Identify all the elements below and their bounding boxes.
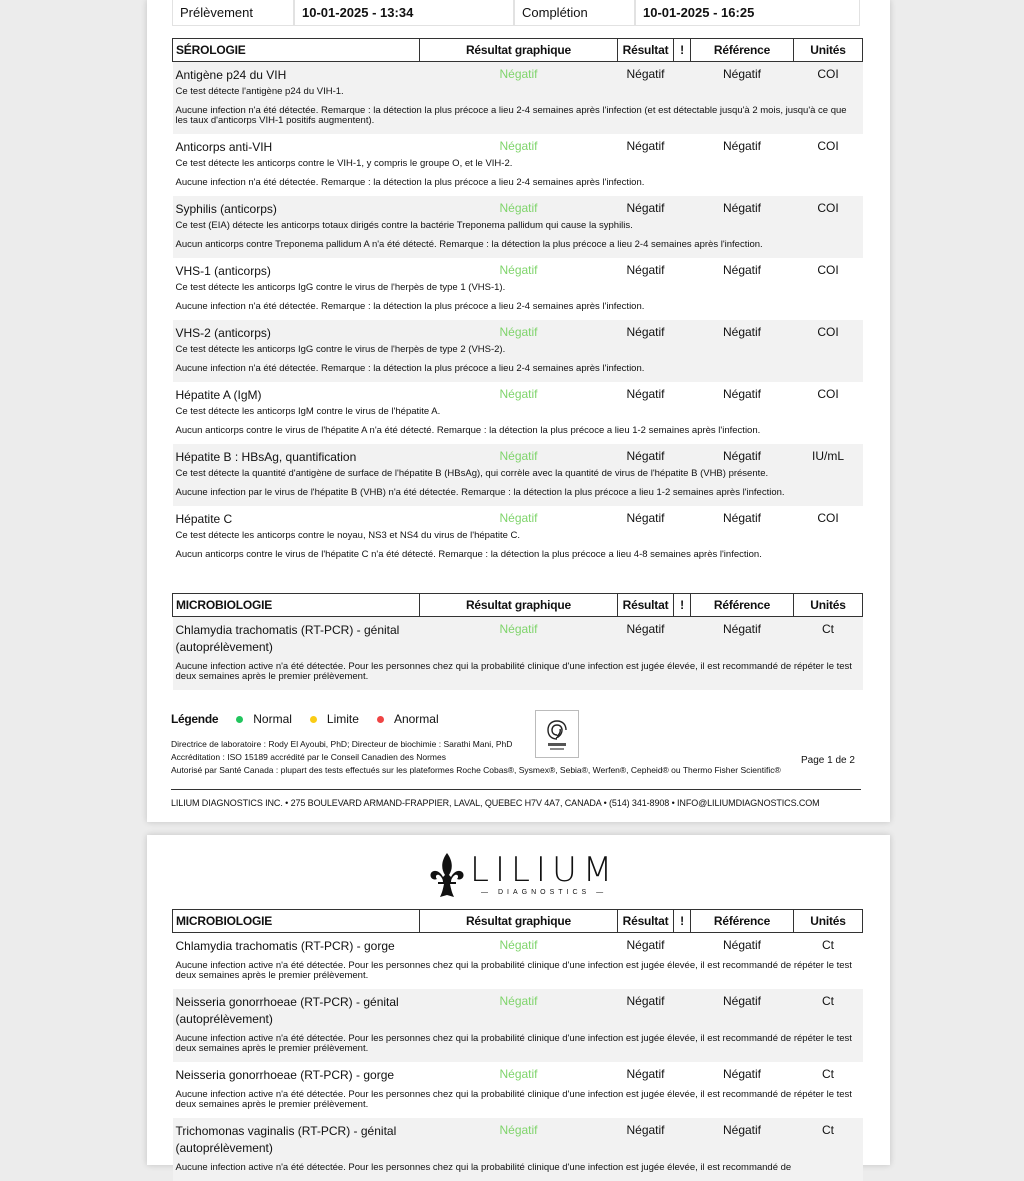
graph-result: Négatif [420,444,618,466]
col-reference: Référence [691,594,794,617]
lilium-logo [430,851,618,899]
reference-value: Négatif [691,134,794,156]
units-value: COI [794,62,863,85]
test-interpretation: Aucune infection n'a été détectée. Remarque : la détection la plus précoce a lieu 2-4 semaines après l'infection. [173,358,863,382]
table-row-note [173,234,863,258]
table-row-note [173,1028,863,1062]
test-interpretation: Aucune infection active n'a été détectée. Pour les personnes chez qui la probabilité clinique d'une infection est jugée élevée, il est recommandé de [173,1157,863,1181]
table-row [173,1118,863,1157]
lab-credentials [171,738,781,777]
flag-cell [674,933,691,956]
flag-cell [674,382,691,404]
microbiology-rows [173,933,863,1181]
test-interpretation: Aucun anticorps contre le virus de l'hépatite C n'a été détecté. Remarque : la détection la plus précoce a lieu 4-8 semaines après l'infection. [173,544,863,568]
test-name: Hépatite A (IgM) [173,382,420,404]
table-row [173,933,863,956]
table-header-row [173,594,863,617]
legend-item-normal [236,712,292,726]
legend-label: Anormal [394,712,439,726]
lab-address: LILIUM DIAGNOSTICS INC. • 275 BOULEVARD ARMAND-FRAPPIER, LAVAL, QUEBEC H7V 4A7, CANADA • (514) 341-8908 • INFO@LILIUMDIAGNOSTICS.COM [171,798,820,808]
graph-result: Négatif [420,196,618,218]
reference-value: Négatif [691,62,794,85]
table-row-note [173,955,863,989]
result-value: Négatif [618,1062,674,1084]
sample-info-row [172,0,860,26]
table-row-description [173,84,863,100]
table-header-row [173,910,863,933]
flag-cell [674,1118,691,1157]
footer-divider [171,789,861,790]
col-reference: Référence [691,39,794,62]
table-row-description [173,404,863,420]
test-interpretation: Aucun anticorps contre Treponema pallidum A n'a été détecté. Remarque : la détection la plus précoce a lieu 2-4 semaines après l'infection. [173,234,863,258]
col-result: Résultat [618,910,674,933]
page-number: Page 1 de 2 [801,755,855,766]
units-value: COI [794,134,863,156]
microbiology-table-p2 [172,909,863,1181]
graph-result: Négatif [420,989,618,1028]
report-page-2 [147,835,890,1165]
test-interpretation: Aucune infection n'a été détectée. Remarque : la détection la plus précoce a lieu 2-4 semaines après l'infection. [173,172,863,196]
units-value: COI [794,258,863,280]
table-row-note [173,358,863,382]
graph-result: Négatif [420,320,618,342]
table-row-description [173,280,863,296]
collection-label: Prélèvement [172,0,294,26]
test-description: Ce test détecte les anticorps contre le noyau, NS3 et NS4 du virus de l'hépatite C. [173,528,863,544]
test-description: Ce test détecte les anticorps contre le VIH-1, y compris le groupe O, et le VIH-2. [173,156,863,172]
test-description: Ce test détecte les anticorps IgG contre le virus de l'herpès de type 2 (VHS-2). [173,342,863,358]
reference-value: Négatif [691,258,794,280]
result-value: Négatif [618,1118,674,1157]
table-row-description [173,342,863,358]
collection-date: 10-01-2025 - 13:34 [294,0,514,26]
table-row [173,1062,863,1084]
legend-title: Légende [171,712,218,726]
test-name: Trichomonas vaginalis (RT-PCR) - génital (autoprélèvement) [173,1118,420,1157]
col-flag: ! [674,910,691,933]
table-row-note [173,656,863,690]
table-row-note [173,1084,863,1118]
units-value: COI [794,196,863,218]
credential-line: Directrice de laboratoire : Rody El Ayoubi, PhD; Directeur de biochimie : Sarathi Mani, PhD [171,738,781,751]
col-result: Résultat [618,594,674,617]
table-row-note [173,420,863,444]
units-value: Ct [794,989,863,1028]
table-row [173,506,863,528]
flag-cell [674,196,691,218]
result-value: Négatif [618,933,674,956]
test-name: Neisseria gonorrhoeae (RT-PCR) - gorge [173,1062,420,1084]
graph-result: Négatif [420,382,618,404]
reference-value: Négatif [691,617,794,657]
test-name: VHS-2 (anticorps) [173,320,420,342]
reference-value: Négatif [691,1118,794,1157]
graph-result: Négatif [420,134,618,156]
col-graph: Résultat graphique [420,594,618,617]
flag-cell [674,444,691,466]
units-value: IU/mL [794,444,863,466]
legend-label: Normal [253,712,292,726]
table-row-note [173,482,863,506]
test-description: Ce test détecte la quantité d'antigène de surface de l'hépatite B (HBsAg), qui corrèle avec la quantité de virus de l'hépatite B (VHB) présente. [173,466,863,482]
test-name: Chlamydia trachomatis (RT-PCR) - génital (autoprélèvement) [173,617,420,657]
reference-value: Négatif [691,1062,794,1084]
test-description: Ce test détecte les anticorps IgM contre le virus de l'hépatite A. [173,404,863,420]
logo-subtitle: — DIAGNOSTICS — [481,889,607,896]
test-interpretation: Aucune infection n'a été détectée. Remarque : la détection la plus précoce a lieu 2-4 semaines après l'infection (et est détectable jusqu'à 2 mois, jusqu'à ce que les taux d'anticorps VIH-1 positifs augmentent). [173,100,863,134]
serology-rows [173,62,863,569]
graph-result: Négatif [420,617,618,657]
test-description: Ce test (EIA) détecte les anticorps totaux dirigés contre la bactérie Treponema pallidum qui cause la syphilis. [173,218,863,234]
test-name: Neisseria gonorrhoeae (RT-PCR) - génital (autoprélèvement) [173,989,420,1028]
table-row-note [173,100,863,134]
completion-label: Complétion [514,0,635,26]
flag-cell [674,134,691,156]
flag-cell [674,506,691,528]
status-dot-icon [236,716,243,723]
table-header-row [173,39,863,62]
microbiology-rows [173,617,863,691]
table-row [173,444,863,466]
table-row [173,320,863,342]
test-interpretation: Aucune infection n'a été détectée. Remarque : la détection la plus précoce a lieu 2-4 semaines après l'infection. [173,296,863,320]
col-units: Unités [794,594,863,617]
test-interpretation: Aucune infection active n'a été détectée. Pour les personnes chez qui la probabilité clinique d'une infection est jugée élevée, il est recommandé de répéter le test deux semaines après le premier prélèvement. [173,955,863,989]
reference-value: Négatif [691,320,794,342]
table-row [173,62,863,85]
result-value: Négatif [618,196,674,218]
test-name: Anticorps anti-VIH [173,134,420,156]
flag-cell [674,320,691,342]
graph-result: Négatif [420,62,618,85]
col-units: Unités [794,39,863,62]
test-name: VHS-1 (anticorps) [173,258,420,280]
test-name: Hépatite C [173,506,420,528]
status-dot-icon [310,716,317,723]
serology-table [172,38,863,568]
table-row-note [173,544,863,568]
flag-cell [674,258,691,280]
graph-result: Négatif [420,506,618,528]
result-value: Négatif [618,134,674,156]
microbiology-table-p1 [172,593,863,690]
units-value: COI [794,506,863,528]
col-reference: Référence [691,910,794,933]
table-row-description [173,156,863,172]
flag-cell [674,617,691,657]
legend [171,712,457,726]
table-row-description [173,466,863,482]
flag-cell [674,1062,691,1084]
credential-line: Autorisé par Santé Canada : plupart des tests effectués sur les plateformes Roche Cobas®, Sysmex®, Sebia®, Werfen®, Cepheid® ou Thermo Fisher Scientific® [171,764,781,777]
test-interpretation: Aucune infection active n'a été détectée. Pour les personnes chez qui la probabilité clinique d'une infection est jugée élevée, il est recommandé de répéter le test deux semaines après le premier prélèvement. [173,1084,863,1118]
result-value: Négatif [618,506,674,528]
graph-result: Négatif [420,933,618,956]
section-title: MICROBIOLOGIE [173,594,420,617]
graph-result: Négatif [420,258,618,280]
units-value: Ct [794,617,863,657]
col-graph: Résultat graphique [420,910,618,933]
graph-result: Négatif [420,1062,618,1084]
result-value: Négatif [618,62,674,85]
reference-value: Négatif [691,506,794,528]
table-row-note [173,1157,863,1181]
reference-value: Négatif [691,382,794,404]
table-row-description [173,528,863,544]
table-row-note [173,296,863,320]
result-value: Négatif [618,320,674,342]
legend-item-abnormal [377,712,439,726]
units-value: COI [794,382,863,404]
fleur-de-lis-icon [430,851,464,899]
reference-value: Négatif [691,196,794,218]
test-name: Hépatite B : HBsAg, quantification [173,444,420,466]
table-row [173,989,863,1028]
flag-cell [674,62,691,85]
table-row [173,617,863,657]
graph-result: Négatif [420,1118,618,1157]
test-description: Ce test détecte les anticorps IgG contre le virus de l'herpès de type 1 (VHS-1). [173,280,863,296]
test-interpretation: Aucune infection active n'a été détectée. Pour les personnes chez qui la probabilité clinique d'une infection est jugée élevée, il est recommandé de répéter le test deux semaines après le premier prélèvement. [173,1028,863,1062]
test-interpretation: Aucune infection par le virus de l'hépatite B (VHB) n'a été détectée. Remarque : la détection la plus précoce a lieu 1-2 semaines après l'infection. [173,482,863,506]
result-value: Négatif [618,444,674,466]
report-page-1 [147,0,890,822]
credential-line: Accréditation : ISO 15189 accrédité par le Conseil Canadien des Normes [171,751,781,764]
col-flag: ! [674,594,691,617]
reference-value: Négatif [691,933,794,956]
result-value: Négatif [618,382,674,404]
result-value: Négatif [618,617,674,657]
table-row [173,196,863,218]
reference-value: Négatif [691,444,794,466]
units-value: Ct [794,1118,863,1157]
col-flag: ! [674,39,691,62]
section-title: MICROBIOLOGIE [173,910,420,933]
col-result: Résultat [618,39,674,62]
reference-value: Négatif [691,989,794,1028]
units-value: Ct [794,1062,863,1084]
section-title: SÉROLOGIE [173,39,420,62]
table-row [173,382,863,404]
result-value: Négatif [618,258,674,280]
legend-item-limit [310,712,359,726]
test-name: Chlamydia trachomatis (RT-PCR) - gorge [173,933,420,956]
completion-date: 10-01-2025 - 16:25 [635,0,860,26]
test-description: Ce test détecte l'antigène p24 du VIH-1. [173,84,863,100]
test-name: Antigène p24 du VIH [173,62,420,85]
status-dot-icon [377,716,384,723]
test-interpretation: Aucune infection active n'a été détectée. Pour les personnes chez qui la probabilité clinique d'une infection est jugée élevée, il est recommandé de répéter le test deux semaines après le premier prélèvement. [173,656,863,690]
test-interpretation: Aucun anticorps contre le virus de l'hépatite A n'a été détecté. Remarque : la détection la plus précoce a lieu 1-2 semaines après l'infection. [173,420,863,444]
table-row-description [173,218,863,234]
legend-label: Limite [327,712,359,726]
table-row-note [173,172,863,196]
col-graph: Résultat graphique [420,39,618,62]
flag-cell [674,989,691,1028]
units-value: COI [794,320,863,342]
table-row [173,134,863,156]
test-name: Syphilis (anticorps) [173,196,420,218]
col-units: Unités [794,910,863,933]
result-value: Négatif [618,989,674,1028]
logo-wordmark: LILIUM [470,854,618,886]
table-row [173,258,863,280]
units-value: Ct [794,933,863,956]
